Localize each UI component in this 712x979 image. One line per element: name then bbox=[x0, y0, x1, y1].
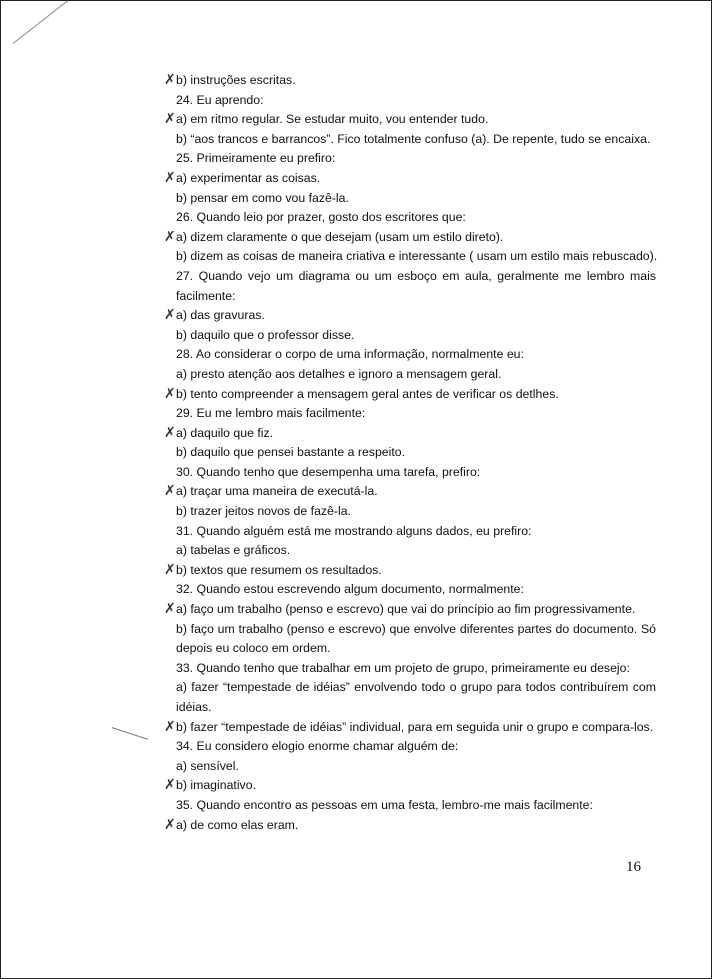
handwritten-check-mark-icon: ✗ bbox=[164, 228, 176, 245]
text-line: a) sensível. bbox=[176, 758, 239, 773]
text-line: a) fazer “tempestade de idéias” envolvendo todo o grupo para todos contribuírem com idéias. bbox=[176, 680, 656, 714]
selected-answer-line: ✗ a) faço um trabalho (penso e escrevo) que vai do princípio ao fim progressivamente. bbox=[176, 600, 656, 620]
selected-answer-line: ✗ a) traçar uma maneira de executá-la. bbox=[176, 482, 656, 502]
text-line: 31. Quando alguém está me mostrando alguns dados, eu prefiro: bbox=[176, 523, 532, 538]
text-line: b) “aos trancos e barrancos”. Fico totalmente confuso (a). De repente, tudo se encaixa. bbox=[176, 131, 651, 146]
text-line: 35. Quando encontro as pessoas em uma festa, lembro-me mais facilmente: bbox=[176, 797, 593, 812]
page-number: 16 bbox=[626, 859, 641, 875]
selected-answer-line: ✗ b) textos que resumem os resultados. bbox=[176, 561, 656, 581]
text-line: 34. Eu considero elogio enorme chamar alguém de: bbox=[176, 739, 459, 754]
handwritten-check-mark-icon: ✗ bbox=[164, 424, 176, 441]
text-line: 33. Quando tenho que trabalhar em um projeto de grupo, primeiramente eu desejo: bbox=[176, 660, 630, 675]
text-line: b) trazer jeitos novos de fazê-la. bbox=[176, 504, 351, 519]
selected-answer-line: ✗ b) fazer “tempestade de idéias” individual, para em seguida unir o grupo e compara-los. bbox=[176, 718, 656, 738]
text-line: 29. Eu me lembro mais facilmente: bbox=[176, 406, 366, 421]
text-line: a) presto atenção aos detalhes e ignoro a mensagem geral. bbox=[176, 366, 502, 381]
handwritten-check-mark-icon: ✗ bbox=[164, 111, 176, 128]
selected-answer-line: ✗ a) dizem claramente o que desejam (usam um estilo direto). bbox=[176, 228, 656, 248]
questionnaire-text bbox=[164, 71, 658, 835]
text-line: 28. Ao considerar o corpo de uma informação, normalmente eu: bbox=[176, 347, 524, 362]
selected-answer-line: ✗ b) imaginativo. bbox=[176, 776, 656, 796]
selected-answer-line: ✗ a) em ritmo regular. Se estudar muito, vou entender tudo. bbox=[176, 110, 656, 130]
handwritten-check-mark-icon: ✗ bbox=[164, 483, 176, 500]
text-line: b) daquilo que pensei bastante a respeito. bbox=[176, 445, 406, 460]
handwritten-check-mark-icon: ✗ bbox=[164, 307, 176, 324]
selected-answer-line: ✗ b) instruções escritas. bbox=[176, 71, 656, 91]
text-line: b) dizem as coisas de maneira criativa e interessante ( usam um estilo mais rebuscado). bbox=[176, 249, 658, 264]
handwritten-check-mark-icon: ✗ bbox=[164, 72, 176, 88]
selected-answer-line: ✗ a) daquilo que fiz. bbox=[176, 424, 656, 444]
text-line: b) daquilo que o professor disse. bbox=[176, 327, 355, 342]
text-line: 27. Quando vejo um diagrama ou um esboço em aula, geralmente me lembro mais facilmente: bbox=[176, 268, 656, 303]
text-line: b) pensar em como vou fazê-la. bbox=[176, 190, 349, 205]
text-line: 30. Quando tenho que desempenha uma tarefa, prefiro: bbox=[176, 464, 481, 479]
text-line: b) faço um trabalho (penso e escrevo) que envolve diferentes partes do documento. Só depois eu coloco em ordem. bbox=[176, 621, 656, 656]
text-line: 25. Primeiramente eu prefiro: bbox=[176, 151, 336, 166]
selected-answer-line: ✗ a) de como elas eram. bbox=[176, 816, 656, 836]
selected-answer-line: ✗ a) experimentar as coisas. bbox=[176, 169, 656, 189]
text-line: 24. Eu aprendo: bbox=[176, 92, 264, 107]
handwritten-check-mark-icon: ✗ bbox=[164, 777, 176, 794]
handwritten-check-mark-icon: ✗ bbox=[164, 816, 176, 833]
text-line: a) tabelas e gráficos. bbox=[176, 543, 291, 558]
scan-pen-stroke bbox=[13, 0, 69, 44]
scan-pen-stroke bbox=[112, 727, 148, 740]
text-line: 26. Quando leio por prazer, gosto dos escritores que: bbox=[176, 210, 466, 225]
handwritten-check-mark-icon: ✗ bbox=[164, 718, 176, 735]
handwritten-check-mark-icon: ✗ bbox=[164, 385, 176, 402]
handwritten-check-mark-icon: ✗ bbox=[164, 601, 176, 618]
selected-answer-line: ✗ a) das gravuras. bbox=[176, 306, 656, 326]
text-line: 32. Quando estou escrevendo algum documento, normalmente: bbox=[176, 582, 524, 597]
selected-answer-line: ✗ b) tento compreender a mensagem geral antes de verificar os detlhes. bbox=[176, 385, 656, 405]
handwritten-check-mark-icon: ✗ bbox=[164, 169, 176, 186]
handwritten-check-mark-icon: ✗ bbox=[164, 561, 176, 578]
